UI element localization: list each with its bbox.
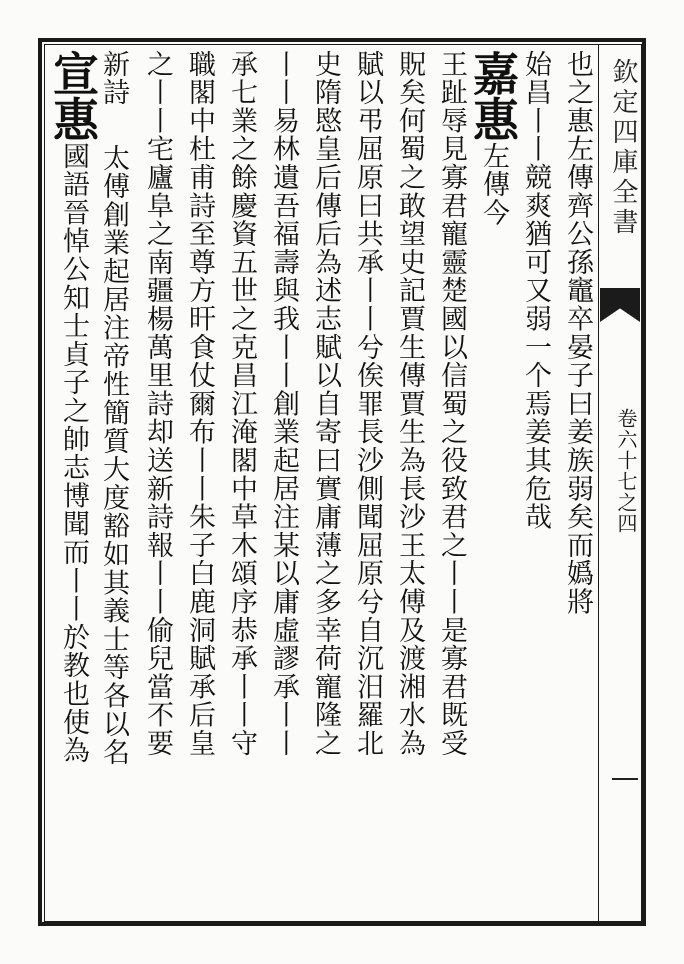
column-text: 之丨丨宅廬阜之南疆楊萬里詩却送新詩報丨丨偷兒當不要 xyxy=(142,50,173,758)
column-text: 左傳今 xyxy=(478,142,509,227)
text-column-5 xyxy=(388,50,430,916)
text-column-7 xyxy=(304,50,346,916)
column-text: 王趾辱見寡君寵靈楚國以信蜀之役致君之丨丨是寡君既受 xyxy=(436,50,467,758)
margin-tick-mark xyxy=(612,778,638,780)
entry-heading: 嘉惠 xyxy=(466,50,520,142)
column-text: 新詩 xyxy=(98,50,129,107)
volume-label: 卷六十七之四 xyxy=(614,408,638,534)
text-column-8 xyxy=(262,50,304,916)
text-column-2 xyxy=(514,50,556,916)
text-column-9 xyxy=(220,50,262,916)
text-column-10 xyxy=(178,50,220,916)
column-text: 始昌丨丨競爽猶可又弱一个焉姜其危哉 xyxy=(520,50,551,532)
column-text: 也之惠左傳齊公孫竈卒晏子曰姜族弱矣而嬀將 xyxy=(562,50,593,616)
column-text: 史隋愍皇后傳后為述志賦以自寄曰實庸薄之多幸荷寵隆之 xyxy=(310,50,341,758)
column-text: 太傅創業起居注帝性簡質大度豁如其義士等各以名 xyxy=(98,144,129,767)
column-text: 賦以弔屈原曰共承丨丨兮俟罪長沙側聞屈原兮自沉汨羅北 xyxy=(352,50,383,758)
column-text: 貺矣何蜀之敢望史記賈生傳賈生為長沙王太傅及渡湘水為 xyxy=(394,50,425,758)
column-text: 國語晉悼公知士貞子之帥志博聞而丨丨於教也使為 xyxy=(58,142,89,765)
column-text: 承七業之餘慶資五世之克昌江淹閣中草木頌序恭承丨丨守 xyxy=(226,50,257,758)
text-column-14 xyxy=(94,144,134,916)
text-column-3 xyxy=(466,50,520,916)
text-column-13 xyxy=(46,50,100,916)
column-text: 職閣中杜甫詩至尊方旰食仗爾布丨丨朱子白鹿洞賦承后皇 xyxy=(184,50,215,758)
book-title: 欽定四庫全書 xyxy=(608,58,638,238)
text-column-1 xyxy=(556,50,598,916)
text-column-4 xyxy=(430,50,472,916)
text-column-11 xyxy=(136,50,178,916)
column-text: 丨丨易林遺吾福壽與我丨丨創業起居注某以庸虛謬承丨丨 xyxy=(268,50,299,758)
entry-heading: 宣惠 xyxy=(46,50,100,142)
text-column-6 xyxy=(346,50,388,916)
